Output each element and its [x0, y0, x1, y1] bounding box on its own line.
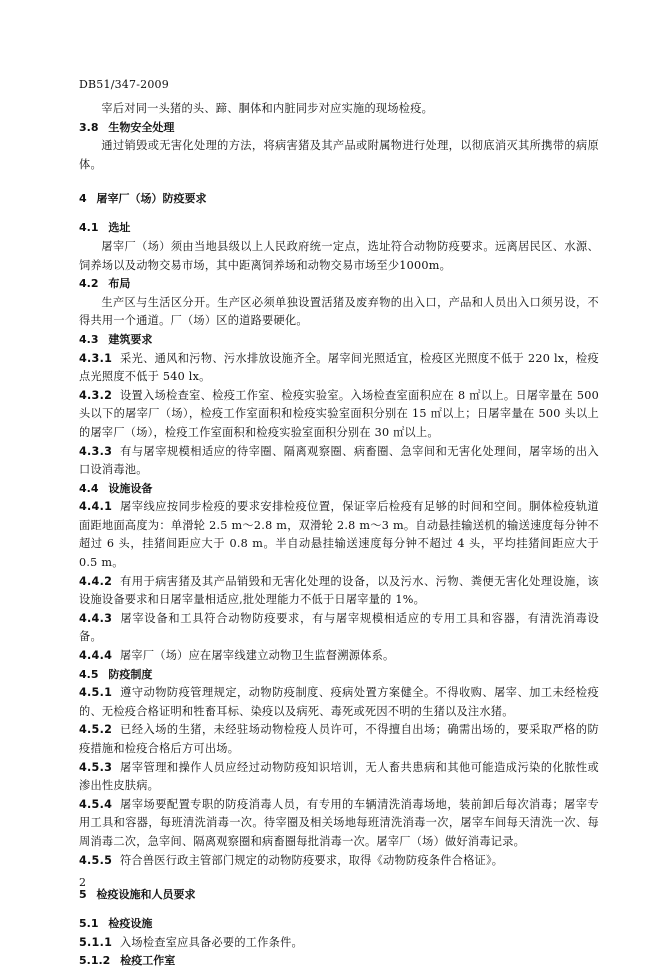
- clause-text: 屠宰设备和工具符合动物防疫要求，有与屠宰规模相适应的专用工具和容器，有清洗消毒设备。: [79, 611, 599, 644]
- clause-4-5-5: [79, 852, 599, 871]
- section-number: 4.3: [79, 332, 99, 346]
- section-number: 4.5: [79, 667, 99, 681]
- section-heading-3-8: [79, 119, 599, 138]
- clause-text: 符合兽医行政主管部门规定的动物防疫要求，取得《动物防疫条件合格证》。: [119, 853, 504, 867]
- section-title: 设施设备: [108, 481, 153, 495]
- document-code: DB51/347-2009: [79, 78, 169, 91]
- clause-number: 4.5.3: [79, 760, 113, 774]
- clause-4-5-2: [79, 721, 599, 758]
- clause-text: 采光、通风和污物、污水排放设施齐全。屠宰间光照适宜，检疫区光照度不低于 220 lx，检疫点光照度不低于 540 lx。: [79, 351, 599, 384]
- continuation-paragraph: 宰后对同一头猪的头、蹄、胴体和内脏同步对应实施的现场检疫。: [101, 102, 434, 115]
- clause-4-4-2: [79, 573, 599, 610]
- clause-text: 屠宰场要配置专职的防疫消毒人员，有专用的车辆清洗消毒场地，装前卸后每次消毒；屠宰专用工具和容器，每班清洗消毒一次。待宰圈及相关场地每班清洗消毒一次，屠宰车间每天清洗一次、每周消毒二次，急宰间、隔离观察圈和病畜圈每批消毒一次。屠宰厂（场）做好消毒记录。: [79, 797, 599, 848]
- section-number: 4.2: [79, 277, 99, 291]
- chapter-title: 屠宰厂（场）防疫要求: [96, 192, 207, 206]
- section-heading-4-5: [79, 666, 599, 685]
- clause-4-4-3: [79, 610, 599, 647]
- clause-number: 4.4.1: [79, 500, 113, 514]
- clause-4-5-1: [79, 684, 599, 721]
- clause-number: 4.3.1: [79, 351, 113, 365]
- clause-text: 已经入场的生猪，未经驻场动物检疫人员许可，不得擅自出场；确需出场的，要采取严格的防疫措施和检疫合格后方可出场。: [79, 723, 599, 755]
- clause-4-3-2: [79, 387, 599, 443]
- clause-number: 4.4.4: [79, 649, 113, 663]
- section-number: 4.1: [79, 221, 99, 235]
- clause-number: 4.4.2: [79, 574, 113, 588]
- section-4-1-text: 屠宰厂（场）须由当地县级以上人民政府统一定点，选址符合动物防疫要求。远离居民区、水源、饲养场以及动物交易市场，其中距离饲养场和动物交易市场至少1000m。: [79, 239, 599, 272]
- clause-4-4-4: [79, 647, 599, 666]
- chapter-number: 5: [79, 888, 87, 902]
- chapter-number: 4: [79, 192, 87, 206]
- section-title: 防疫制度: [108, 667, 153, 681]
- section-number: 3.8: [79, 120, 99, 134]
- clause-number: 4.5.1: [79, 686, 113, 700]
- section-heading-4-4: [79, 480, 599, 499]
- clause-number: 4.5.5: [79, 853, 113, 867]
- clause-5-1-1: [79, 934, 599, 953]
- clause-number: 4.3.2: [79, 388, 113, 402]
- clause-text: 遵守动物防疫管理规定，动物防疫制度、疫病处置方案健全。不得收购、屠宰、加工未经检疫的、无检疫合格证明和牲畜耳标、染疫以及病死、毒死或死因不明的生猪以及注水猪。: [79, 686, 599, 718]
- section-number: 4.4: [79, 481, 99, 495]
- clause-number: 5.1.1: [79, 935, 113, 949]
- section-4-2-text: 生产区与生活区分开。生产区必须单独设置活猪及废弃物的出入口，产品和人员出入口须另设，不得共用一个通道。厂（场）区的道路要硬化。: [79, 295, 599, 328]
- clause-number: 4.4.3: [79, 611, 113, 625]
- section-title: 生物安全处理: [108, 120, 175, 134]
- clause-4-3-1: [79, 350, 599, 387]
- clause-number: 4.5.2: [79, 723, 113, 737]
- clause-text: 屠宰厂（场）应在屠宰线建立动物卫生监督溯源体系。: [119, 649, 395, 663]
- section-3-8-text: 通过销毁或无害化处理的方法，将病害猪及其产品或附属物进行处理，以彻底消灭其所携带的病原体。: [79, 139, 599, 171]
- clause-text: 入场检查室应具备必要的工作条件。: [119, 935, 303, 949]
- page-number: 2: [79, 876, 86, 889]
- page-content: [79, 100, 599, 971]
- clause-number: 4.5.4: [79, 797, 113, 811]
- section-heading-4-1: [79, 219, 599, 238]
- chapter-heading-5: [79, 886, 599, 904]
- section-heading-4-2: [79, 275, 599, 294]
- clause-text: 有用于病害猪及其产品销毁和无害化处理的设备，以及污水、污物、粪便无害化处理设施，该设施设备要求和日屠宰量相适应,批处理能力不低于日屠宰量的 1%。: [79, 574, 599, 607]
- chapter-heading-4: [79, 190, 599, 208]
- clause-4-5-4: [79, 796, 599, 852]
- section-title: 布局: [108, 277, 131, 291]
- section-title: 选址: [108, 221, 131, 235]
- clause-title: 检疫工作室: [120, 954, 176, 968]
- clause-text: 屠宰管理和操作人员应经过动物防疫知识培训，无人畜共患病和其他可能造成污染的化脓性或渗出性皮肤病。: [79, 760, 599, 793]
- clause-text: 屠宰线应按同步检疫的要求安排检疫位置，保证宰后检疫有足够的时间和空间。胴体检疫轨道面距地面高度为：单滑轮 2.5 m～2.8 m，双滑轮 2.8 m～3 m。自动悬挂输送机的输送速度每分钟不超过 6 头，挂猪间距应大于 0.8 m。半自动悬挂输送速度每分钟不超过 4 头，平均挂猪间距应大于 0.5 m。: [79, 500, 599, 570]
- clause-number: 4.3.3: [79, 444, 113, 458]
- section-heading-4-3: [79, 331, 599, 350]
- section-title: 检疫设施: [108, 917, 153, 931]
- clause-4-4-1: [79, 498, 599, 572]
- section-title: 建筑要求: [108, 332, 153, 346]
- chapter-title: 检疫设施和人员要求: [96, 888, 196, 902]
- section-number: 5.1: [79, 917, 99, 931]
- section-heading-5-1: [79, 915, 599, 934]
- clause-number: 5.1.2: [79, 954, 111, 968]
- clause-heading-5-1-2: [79, 952, 599, 971]
- clause-text: 设置入场检查室、检疫工作室、检疫实验室。入场检查室面积应在 8 ㎡以上。日屠宰量在 500 头以下的屠宰厂（场），检疫工作室面积和检疫实验室面积分别在 15 ㎡以上；日屠宰量在 500 头以上的屠宰厂（场），检疫工作室面积和检疫实验室面积分别在 30 ㎡以上。: [79, 388, 599, 439]
- clause-4-5-3: [79, 759, 599, 796]
- clause-4-3-3: [79, 443, 599, 480]
- clause-text: 有与屠宰规模相适应的待宰圈、隔离观察圈、病畜圈、急宰间和无害化处理间，屠宰场的出入口设消毒池。: [79, 444, 599, 477]
